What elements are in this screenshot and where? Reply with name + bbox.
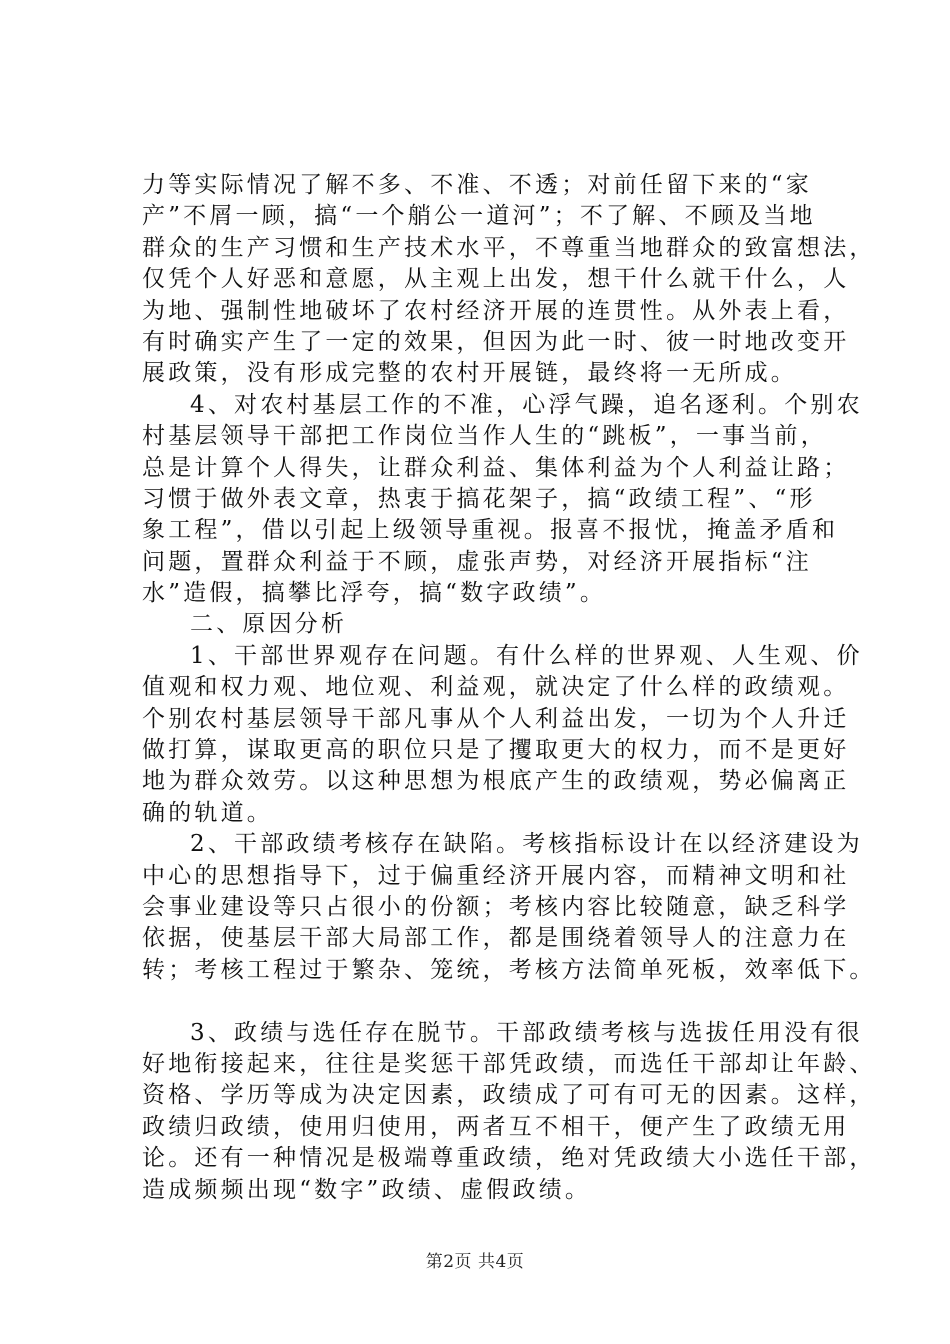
text-line: 力等实际情况了解不多、不准、不透；对前任留下来的“家 <box>142 172 812 198</box>
paragraph-start-line: 1、干部世界观存在问题。有什么样的世界观、人生观、价 <box>190 642 863 669</box>
text-line: 展政策，没有形成完整的农村开展链，最终将一无所成。 <box>142 360 797 387</box>
text-line: 有时确实产生了一定的效果，但因为此一时、彼一时地改变开 <box>142 328 850 355</box>
text-line: 政绩归政绩，使用归使用，两者互不相干，便产生了政绩无用 <box>142 1113 850 1140</box>
text-line: 象工程”，借以引起上级领导重视。报喜不报忧，掩盖矛盾和 <box>142 517 839 544</box>
text-line: 资格、学历等成为决定因素，政绩成了可有可无的因素。这样， <box>142 1082 876 1109</box>
text-line: 好地衔接起来，往往是奖惩干部凭政绩，而选任干部却让年龄、 <box>142 1050 876 1077</box>
body-text <box>142 170 876 1206</box>
page-number-footer: 第2页 共4页 <box>425 1252 525 1272</box>
paragraph-start-line: 4、对农村基层工作的不准，心浮气躁，追名逐利。个别农 <box>190 391 863 418</box>
text-line: 村基层领导干部把工作岗位当作人生的“跳板”，一事当前， <box>142 423 827 450</box>
text-line: 地为群众效劳。以这种思想为根底产生的政绩观，势必偏离正 <box>142 768 850 795</box>
text-line: 造成频频出现“数字”政绩、虚假政绩。 <box>142 1176 592 1203</box>
text-line: 问题，置群众利益于不顾，虚张声势，对经济开展指标“注 <box>142 548 812 575</box>
text-line: 转；考核工程过于繁杂、笼统，考核方法简单死板，效率低下。 <box>142 956 876 983</box>
text-line: 论。还有一种情况是极端尊重政绩，绝对凭政绩大小选任干部， <box>142 1145 876 1172</box>
paragraph-gap <box>142 986 862 1017</box>
text-line: 会事业建设等只占很小的份额；考核内容比较随意，缺乏科学 <box>142 893 850 920</box>
text-line: 确的轨道。 <box>142 799 273 826</box>
paragraph-start-line: 2、干部政绩考核存在缺陷。考核指标设计在以经济建设为 <box>190 831 863 858</box>
text-line: 做打算，谋取更高的职位只是了攫取更大的权力，而不是更好 <box>142 737 850 764</box>
text-line: 群众的生产习惯和生产技术水平，不尊重当地群众的致富想法， <box>142 234 876 261</box>
text-line: 中心的思想指导下，过于偏重经济开展内容，而精神文明和社 <box>142 862 850 889</box>
text-line: 个别农村基层领导干部凡事从个人利益出发，一切为个人升迁 <box>142 705 850 732</box>
text-line: 习惯于做外表文章，热衷于搞花架子，搞“政绩工程”、“形 <box>142 485 816 512</box>
text-line: 产”不屑一顾，搞“一个艄公一道河”；不了解、不顾及当地 <box>142 203 816 230</box>
paragraph-start-line: 3、政绩与选任存在脱节。干部政绩考核与选拔任用没有很 <box>190 1019 863 1046</box>
text-line: 水”造假，搞攀比浮夸，搞“数字政绩”。 <box>142 580 607 607</box>
text-line: 仅凭个人好恶和意愿，从主观上出发，想干什么就干什么，人 <box>142 266 850 293</box>
text-line: 为地、强制性地破坏了农村经济开展的连贯性。从外表上看， <box>142 297 850 324</box>
text-line: 值观和权力观、地位观、利益观，就决定了什么样的政绩观。 <box>142 674 850 701</box>
section-heading: 二、原因分析 <box>190 611 348 638</box>
text-line: 依据，使基层干部大局部工作，都是围绕着领导人的注意力在 <box>142 925 850 952</box>
text-line: 总是计算个人得失，让群众利益、集体利益为个人利益让路； <box>142 454 850 481</box>
